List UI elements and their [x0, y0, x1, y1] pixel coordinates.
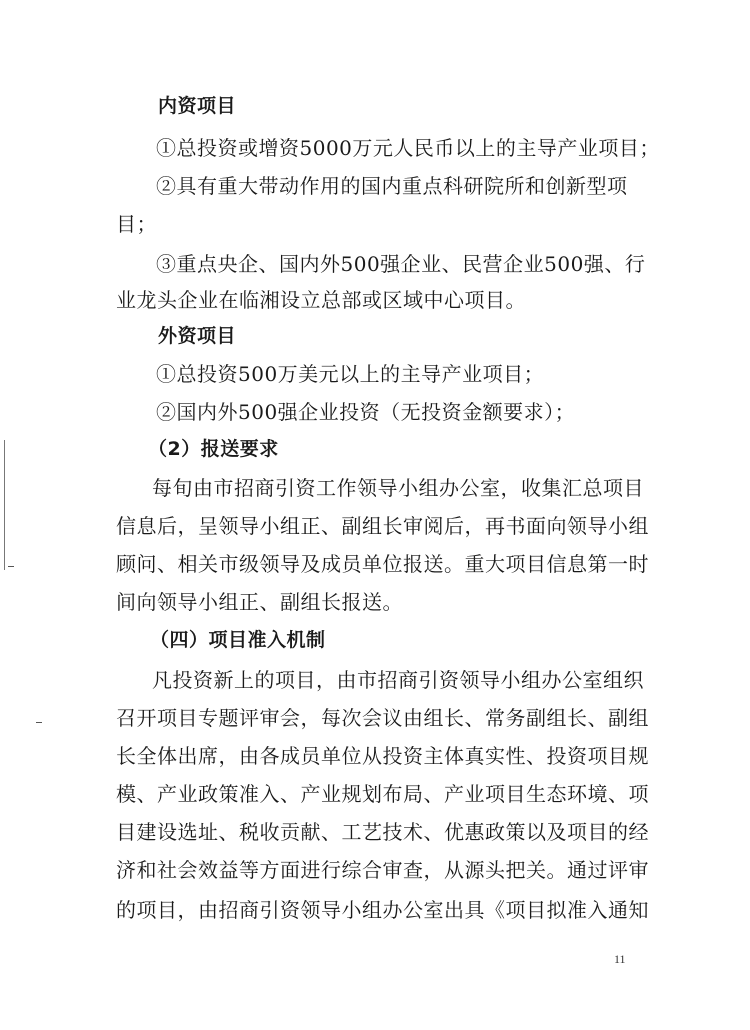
heading-foreign-projects: 外资项目: [158, 325, 237, 347]
scan-edge-mark: [4, 440, 5, 570]
paragraph-line: 模、产业政策准入、产业规划布局、产业项目生态环境、项: [116, 782, 649, 806]
paragraph-line: ②具有重大带动作用的国内重点科研院所和创新型项: [156, 174, 628, 198]
heading-access-mechanism: （四）项目准入机制: [150, 629, 326, 651]
paragraph-line: 顾问、相关市级领导及成员单位报送。重大项目信息第一时: [116, 552, 649, 576]
paragraph-line: 间向领导小组正、副组长报送。: [116, 590, 403, 614]
paragraph-line: 每旬由市招商引资工作领导小组办公室，收集汇总项目: [152, 476, 644, 500]
paragraph-line: 凡投资新上的项目，由市招商引资领导小组办公室组织: [152, 668, 644, 692]
paragraph-line: 目；: [116, 212, 157, 236]
paragraph-line: ①总投资500万美元以上的主导产业项目；: [156, 362, 545, 386]
paragraph-line: 召开项目专题评审会，每次会议由组长、常务副组长、副组: [116, 706, 649, 730]
paragraph-line: 济和社会效益等方面进行综合审查，从源头把关。通过评审: [116, 858, 649, 882]
paragraph-line: 业龙头企业在临湘设立总部或区域中心项目。: [116, 288, 526, 312]
scan-dash-mark: [8, 566, 14, 567]
heading-reporting-requirements: （2）报送要求: [148, 438, 279, 460]
scan-dash-mark: [36, 722, 42, 723]
paragraph-line: ①总投资或增资5000万元人民币以上的主导产业项目；: [156, 136, 660, 160]
paragraph-line: 信息后，呈领导小组正、副组长审阅后，再书面向领导小组: [116, 514, 649, 538]
paragraph-line: ③重点央企、国内外500强企业、民营企业500强、行: [156, 252, 646, 276]
heading-domestic-projects: 内资项目: [158, 95, 237, 117]
paragraph-line: ②国内外500强企业投资（无投资金额要求）；: [156, 400, 576, 424]
paragraph-line: 长全体出席，由各成员单位从投资主体真实性、投资项目规: [116, 744, 649, 768]
page-number: 11: [614, 952, 626, 966]
paragraph-line: 的项目，由招商引资领导小组办公室出具《项目拟准入通知: [116, 898, 649, 922]
paragraph-line: 目建设选址、税收贡献、工艺技术、优惠政策以及项目的经: [116, 820, 649, 844]
